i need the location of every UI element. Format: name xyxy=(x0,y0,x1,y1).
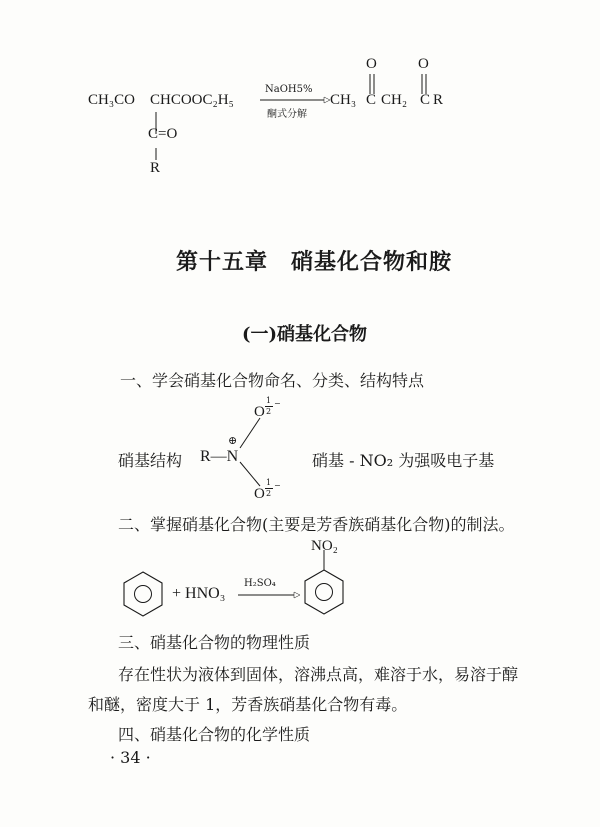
reagent-naoh: NaOH5% xyxy=(265,84,313,95)
product-r-group: R xyxy=(433,92,444,108)
oxygen-top: O xyxy=(254,404,265,420)
product-carbonyl-c2: C xyxy=(420,92,431,108)
fraction-bottom-numerator: 1 xyxy=(266,478,272,487)
double-bond-2 xyxy=(420,74,430,98)
oxygen-bottom: O xyxy=(254,486,265,502)
nitric-acid-reagent: + HNO₃ xyxy=(172,585,226,602)
reaction-arrow-2 xyxy=(238,592,302,602)
product-carbonyl-c1: C xyxy=(366,92,377,108)
double-bond-1 xyxy=(368,74,378,98)
product-ch3: CH₃ xyxy=(330,92,357,108)
nitro-structure-label: 硝基结构 xyxy=(118,451,183,470)
fraction-top-minus: − xyxy=(274,399,281,408)
product-oxygen-1: O xyxy=(366,56,377,72)
branch-r-group: R xyxy=(150,160,161,176)
paragraph-line-2: 和醚，密度大于 1，芳香族硝基化合物有毒。 xyxy=(88,695,408,714)
point-3: 三、硝基化合物的物理性质 xyxy=(118,633,311,652)
nitro-group-label: NO₂ xyxy=(311,538,338,554)
reactant-main-chain: CHCOOC₂H₅ xyxy=(150,92,234,108)
reactant-left: CH₃CO xyxy=(88,92,135,108)
point-4: 四、硝基化合物的化学性质 xyxy=(118,725,311,744)
nitrobenzene-ring-icon xyxy=(302,548,346,618)
positive-charge-icon: ⊕ xyxy=(228,434,238,447)
page-number: · 34 · xyxy=(110,748,151,767)
point-2: 二、掌握硝基化合物(主要是芳香族硝基化合物)的制法。 xyxy=(118,515,515,534)
fraction-top-denominator: 2 xyxy=(266,407,272,416)
fraction-bottom-minus: − xyxy=(274,481,281,490)
section-title: (一)硝基化合物 xyxy=(242,324,368,345)
fraction-bottom-denominator: 2 xyxy=(266,489,272,498)
fraction-top-numerator: 1 xyxy=(266,396,272,405)
product-ch2: CH₂ xyxy=(381,92,408,108)
nitro-description: 硝基 - NO₂ 为强吸电子基 xyxy=(312,451,495,470)
nitro-r-n: R—N xyxy=(200,448,239,465)
benzene-ring-icon xyxy=(121,570,165,618)
paragraph-line-1: 存在性状为液体到固体，溶沸点高，难溶于水，易溶于醇 xyxy=(118,665,519,684)
reagent-ketone-cleavage: 酮式分解 xyxy=(267,109,307,120)
point-1: 一、学会硝基化合物命名、分类、结构特点 xyxy=(120,371,425,390)
chapter-title: 第十五章 硝基化合物和胺 xyxy=(176,249,453,275)
product-oxygen-2: O xyxy=(418,56,429,72)
catalyst-sulfuric-acid: H₂SO₄ xyxy=(244,578,276,589)
branch-carbonyl: C=O xyxy=(148,126,178,142)
